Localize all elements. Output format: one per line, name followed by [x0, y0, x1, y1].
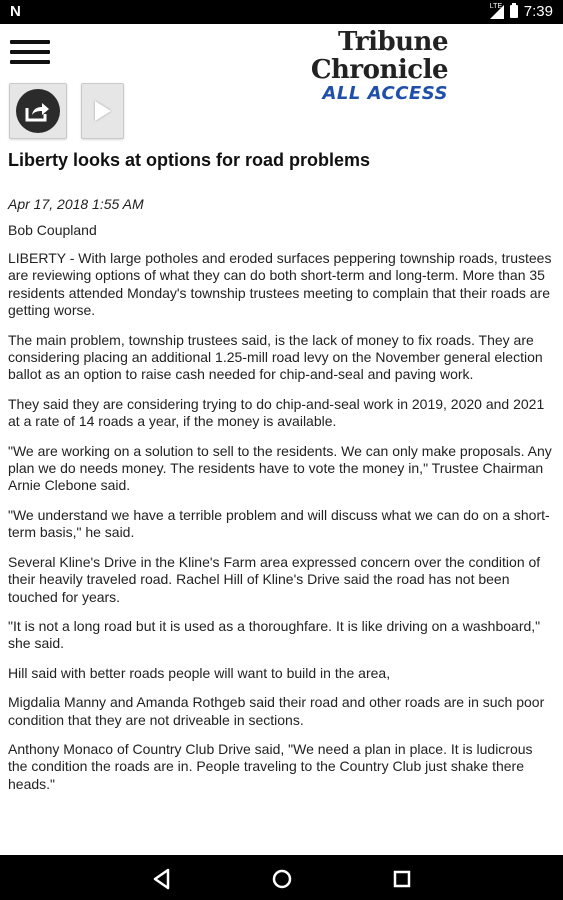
cell-signal-icon: [489, 2, 504, 19]
article-author: Bob Coupland: [8, 222, 97, 238]
article-paragraph: Several Kline's Drive in the Kline's Farm area expressed concern over the condition of their heavily traveled road. Rachel Hill of Kline's Drive said the road has not been touched for years.: [8, 553, 541, 605]
share-arrow-icon: [25, 99, 51, 123]
back-icon[interactable]: [148, 865, 176, 893]
article-headline: Liberty looks at options for road problems: [8, 150, 371, 170]
network-type: LTE: [489, 2, 503, 10]
status-time: 7:39: [523, 3, 553, 20]
logo[interactable]: [218, 28, 448, 104]
home-icon[interactable]: [268, 865, 296, 893]
article-paragraph: The main problem, township trustees said, is the lack of money to fix roads. They are considering placing an additional 1.25-mill road levy on the November general election ballot as an option to raise cash needed for chip-and-seal and paving work.: [8, 331, 543, 383]
logo-title: Tribune Chronicle: [310, 27, 448, 85]
logo-subtitle: ALL ACCESS: [322, 83, 448, 104]
article-paragraph: They said they are considering trying to do chip-and-seal work in 2019, 2020 and 2021 at a rate of 14 roads a year, if the money is available.: [8, 395, 545, 430]
article-date: Apr 17, 2018 1:55 AM: [8, 196, 144, 212]
play-button[interactable]: [81, 83, 124, 139]
article-paragraph: "It is not a long road but it is used as a thoroughfare. It is like driving on a washboard," she said.: [8, 617, 541, 652]
article-paragraph: LIBERTY - With large potholes and eroded surfaces peppering township roads, trustees are reviewing options of what they can do both short-term and long-term. More than 35 residents attended Monday's township trustees meeting to complain that their roads are getting worse.: [8, 250, 552, 319]
app-header: [0, 24, 563, 104]
article-paragraph: "We are working on a solution to sell to the residents. We can only make proposals. Any plan we do needs money. The residents have to vote the money in," Trustee Chairman Arnie Clebone said.: [8, 442, 552, 494]
hamburger-icon[interactable]: [10, 40, 50, 68]
status-icons: [490, 3, 553, 20]
battery-icon: [510, 5, 518, 18]
notification-n-icon: N: [10, 3, 21, 20]
share-button[interactable]: [9, 83, 67, 139]
article-paragraph: "We understand we have a terrible problem and will discuss what we can do on a short-term basis," he said.: [8, 506, 550, 541]
article-paragraph: Migdalia Manny and Amanda Rothgeb said their road and other roads are in such poor condition that they are not driveable in sections.: [8, 694, 545, 728]
recent-apps-icon[interactable]: [388, 865, 416, 893]
system-nav-bar: [0, 855, 563, 900]
article-paragraph: Anthony Monaco of Country Club Drive said, "We need a plan in place. It is ludicrous the condition the roads are in. People traveling to the Country Club just shake there heads.": [8, 740, 533, 792]
play-icon: [95, 101, 111, 121]
article-paragraph: Hill said with better roads people will want to build in the area,: [8, 664, 391, 681]
article-body: [8, 250, 553, 805]
status-bar: [0, 0, 563, 24]
